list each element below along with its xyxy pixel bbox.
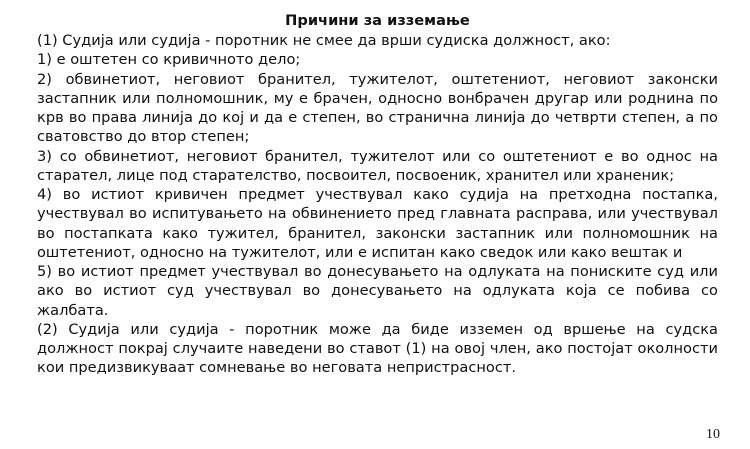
paragraph-2: (2) Судија или судија - поротник може да биде изземен од вршење на судска должност покрај случаите наведени во ставот (1) на овој член, ако постојат околности кои предизвикуваат сомневање во неговата непристрасност.	[37, 320, 718, 377]
page-number: 10	[706, 427, 720, 442]
paragraph-item-1: 1) е оштетен со кривичното дело;	[37, 51, 301, 69]
paragraph-item-5: 5) во истиот предмет учествувал во донесувањето на одлуката на пониските суд или ако во истиот суд учествувал во донесувањето на одлуката која се побива со жалбата.	[37, 263, 718, 319]
paragraph-1: (1) Судија или судија - поротник не смее да врши судиска должност, ако:	[37, 32, 611, 49]
paragraph-item-3: 3) со обвинетиот, неговиот бранител, тужителот или со оштетениот е во однос на старател, лице под старателство, посвоител, посвоеник, хранител или храненик;	[37, 147, 718, 184]
paragraph-item-4: 4) во истиот кривичен предмет учествувал како судија на претходна постапка, учествувал во испитувањето на обвинението пред главната расправа, или учествувал во постапката како тужител, бранител, законски застапник или полномошник на оштетениот, односно на тужителот, или е испитан како сведок или како вештак и	[37, 186, 718, 261]
document-body	[37, 11, 718, 378]
section-title: Причини за изземање	[285, 12, 470, 29]
paragraph-item-2: 2) обвинетиот, неговиот бранител, тужителот, оштетениот, неговиот законски застапник или полномошник, му е брачен, односно вонбрачен другар или роднина по крв во права линија до кој и да е степен, во странична линија до четврти степен, а по сватовство до втор степен;	[37, 70, 718, 146]
